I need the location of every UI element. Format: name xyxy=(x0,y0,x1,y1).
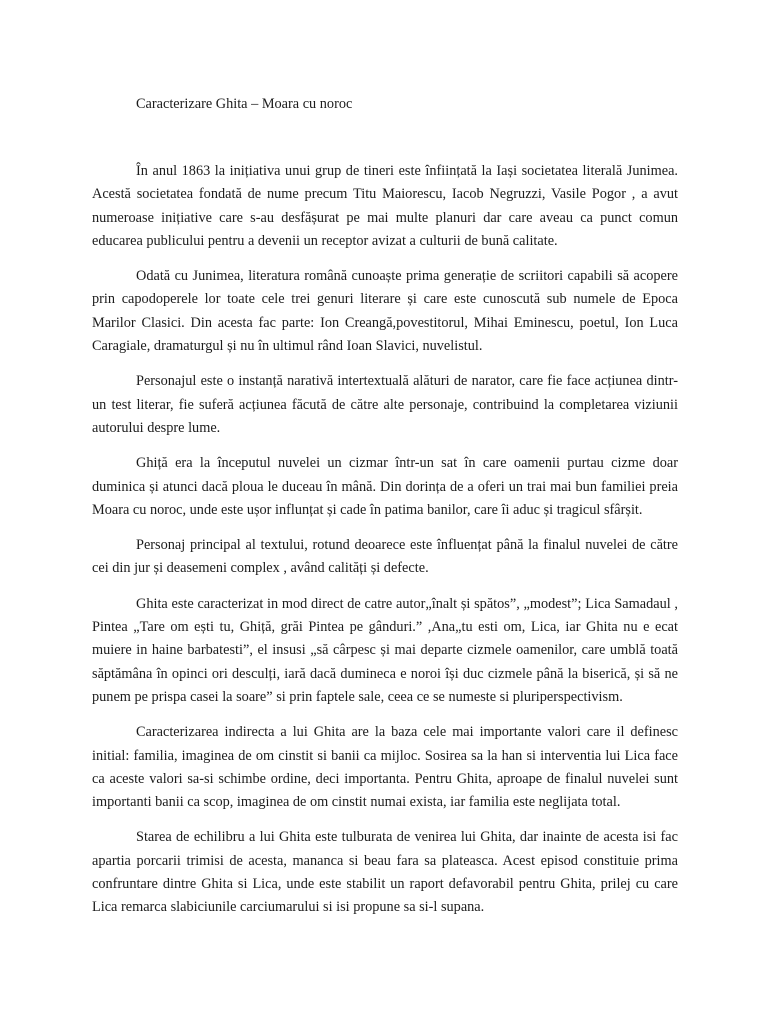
paragraph: În anul 1863 la inițiativa unui grup de tineri este înființată la Iași societatea literală Junimea. Acestă societatea fondată de nume precum Titu Maiorescu, Iacob Negruzzi, Vasile Pogor , a avut numeroase inițiative care s-au desfășurat pe mai multe planuri dar care aveau ca punct comun educarea publicului pentru a devenii un receptor avizat a culturii de bună calitate. xyxy=(92,163,678,249)
document-title: Caracterizare Ghita – Moara cu noroc xyxy=(136,96,353,112)
paragraph: Personaj principal al textului, rotund deoarece este înfluențat până la finalul nuvelei de către cei din jur și deasemeni complex , având calități și defecte. xyxy=(92,537,678,577)
paragraph: Personajul este o instanță narativă intertextuală alături de narator, care fie face acțiunea dintr-un test literar, fie suferă acțiunea făcută de către alte personaje, contribuind la completarea viziunii autorului despre lume. xyxy=(92,373,678,436)
paragraph: Starea de echilibru a lui Ghita este tulburata de venirea lui Ghita, dar inainte de acesta isi fac apartia porcarii trimisi de acesta, mananca si beau fara sa plateasca. Acest episod constituie prima confruntare dintre Ghita si Lica, unde este stabilit un raport defavorabil pentru Ghita, prilej cu care Lica remarca slabiciunile carciumarului si isi propune sa si-l supana. xyxy=(92,829,678,916)
paragraph: Odată cu Junimea, literatura română cunoaște prima generație de scriitori capabili să acopere prin capodoperele lor toate cele trei genuri literare și care este cunoscută sub numele de Epoca Marilor Clasici. Din acesta fac parte: Ion Creangă,povestitorul, Mihai Eminescu, poetul, Ion Luca Caragiale, dramaturgul și nu în ultimul rând Ioan Slavici, nuvelistul. xyxy=(92,268,678,355)
paragraph: Ghita este caracterizat in mod direct de catre autor„înalt și spătos”, „modest”; Lica Samadaul , Pintea „Tare om ești tu, Ghiță, grăi Pintea pe gânduri.” ,Ana„tu esti om, Lica, iar Ghita nu e ecat muiere in haine barbatesti”, el insusi „să cârpesc și mai departe cizmele oamenilor, care umblă toată săptămâna în opinci ori desculți, iară dacă dumineca e noroi își duc cizmele până la biserică, și să ne punem pe prispa casei la soare” si prin faptele sale, ceea ce se numeste si pluriperspectivism. xyxy=(92,595,678,705)
paragraph: Caracterizarea indirecta a lui Ghita are la baza cele mai importante valori care il definesc initial: familia, imaginea de om cinstit si banii ca mijloc. Sosirea sa la han si interventia lui Lica face ca aceste valori sa-si schimbe ordine, deci importanta. Pentru Ghita, aproape de finalul nuvelei sunt importanti banii ca scop, imaginea de om cinstit numai exista, iar familia este neglijata total. xyxy=(92,724,678,811)
paragraph: Ghiță era la începutul nuvelei un cizmar într-un sat în care oamenii purtau cizme doar duminica și atunci dacă ploua le duceau în mână. Din dorința de a oferi un trai mai bun familiei preia Moara cu noroc, unde este ușor influnțat și cade în patima banilor, care îi aduc și tragicul sfârșit. xyxy=(92,455,678,518)
document-body xyxy=(92,160,678,932)
